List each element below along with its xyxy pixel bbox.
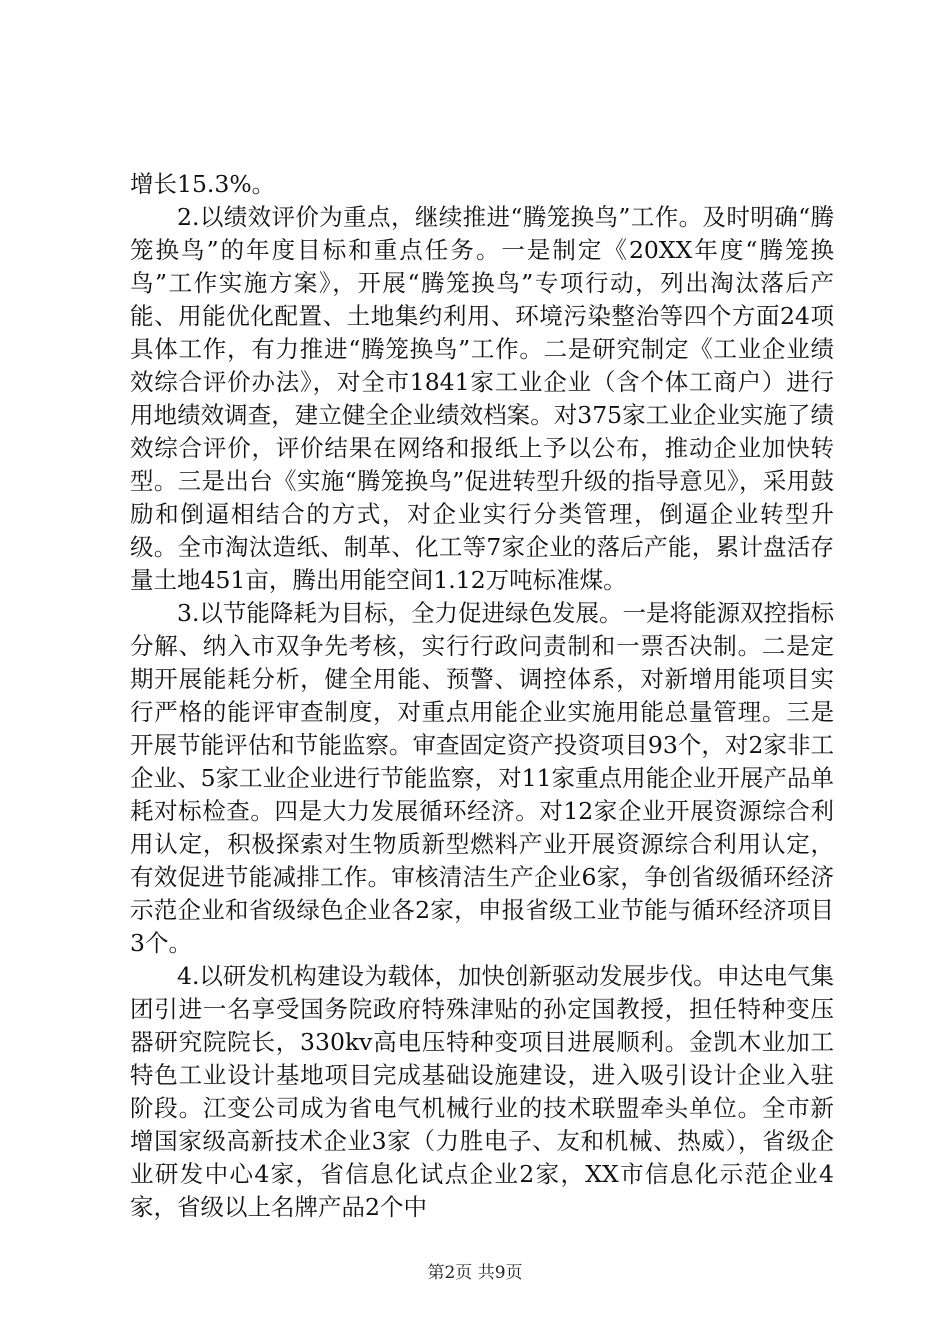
paragraph-4-rd-institutions: 4.以研发机构建设为载体，加快创新驱动发展步伐。申达电气集团引进一名享受国务院政府特殊津贴的孙定国教授，担任特种变压器研究院院长，330kv高电压特种变项目进展顺利。金凯木业加工特色工业设计基地项目完成基础设施建设，进入吸引设计企业入驻阶段。江变公司成为省电气机械行业的技术联盟牵头单位。全市新增国家级高新技术企业3家（力胜电子、友和机械、热威），省级企业研发中心4家，省信息化试点企业2家，XX市信息化示范企业4家，省级以上名牌产品2个中 [130,962,834,1221]
page-footer [0,1263,950,1283]
paragraph-continuation: 增长15.3%。 [130,170,276,198]
paragraph-2-performance-evaluation: 2.以绩效评价为重点，继续推进“腾笼换鸟”工作。及时明确“腾笼换鸟”的年度目标和重点任务。一是制定《20XX年度“腾笼换鸟”工作实施方案》，开展“腾笼换鸟”专项行动，列出淘汰落后产能、用能优化配置、土地集约利用、环境污染整治等四个方面24项具体工作，有力推进“腾笼换鸟”工作。二是研究制定《工业企业绩效综合评价办法》，对全市1841家工业企业（含个体工商户）进行用地绩效调查，建立健全企业绩效档案。对375家工业企业实施了绩效综合评价，评价结果在网络和报纸上予以公布，推动企业加快转型。三是出台《实施“腾笼换鸟”促进转型升级的指导意见》，采用鼓励和倒逼相结合的方式，对企业实行分类管理，倒逼企业转型升级。全市淘汰造纸、制革、化工等7家企业的落后产能，累计盘活存量土地451亩，腾出用能空间1.12万吨标准煤。 [130,203,834,594]
document-body [130,168,834,1224]
paragraph-3-energy-saving: 3.以节能降耗为目标，全力促进绿色发展。一是将能源双控指标分解、纳入市双争先考核，实行行政问责制和一票否决制。二是定期开展能耗分析，健全用能、预警、调控体系，对新增用能项目实行严格的能评审查制度，对重点用能企业实施用能总量管理。三是开展节能评估和节能监察。审查固定资产投资项目93个，对2家非工企业、5家工业企业进行节能监察，对11家重点用能企业开展产品单耗对标检查。四是大力发展循环经济。对12家企业开展资源综合利用认定，积极探索对生物质新型燃料产业开展资源综合利用认定，有效促进节能减排工作。审核清洁生产企业6家，争创省级循环经济示范企业和省级绿色企业各2家，申报省级工业节能与循环经济项目3个。 [130,599,834,957]
page-number-label: 第2页 共9页 [427,1263,523,1283]
